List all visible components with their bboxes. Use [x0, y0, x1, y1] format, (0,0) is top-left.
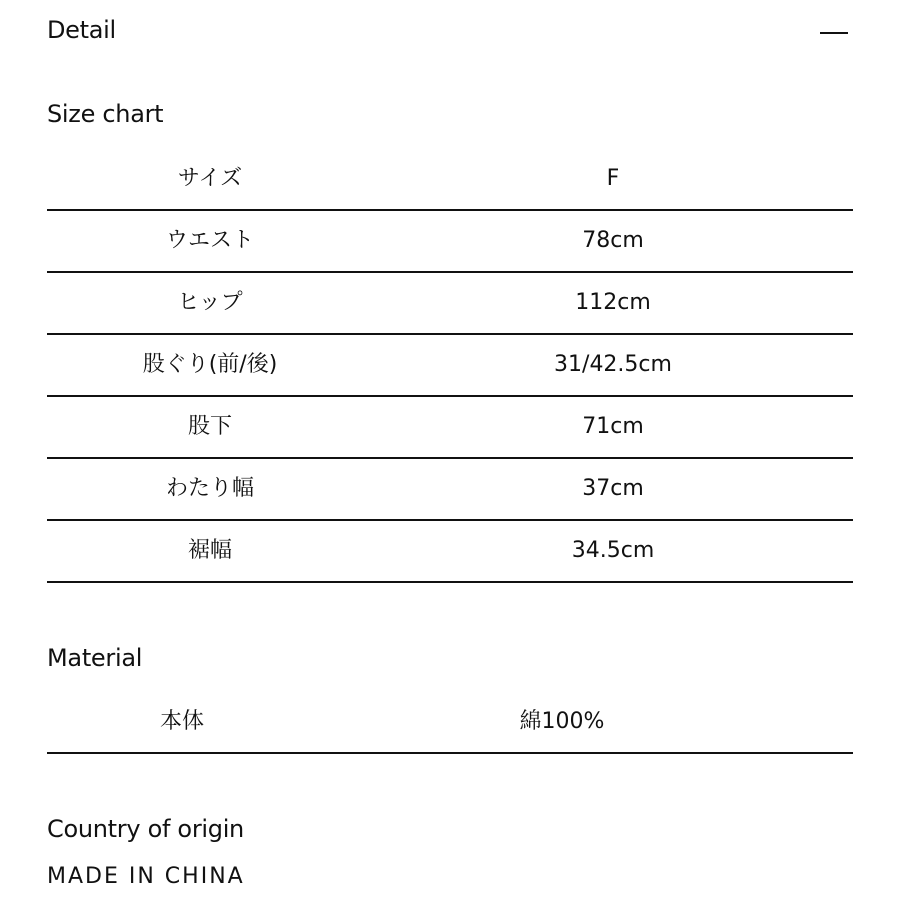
size-chart-heading: Size chart	[47, 100, 164, 128]
table-row	[47, 521, 853, 583]
rise-value: 31/42.5cm	[554, 352, 672, 377]
size-label: サイズ	[177, 166, 243, 191]
thigh-width-value: 37cm	[582, 476, 644, 501]
table-row	[47, 397, 853, 459]
material-heading: Material	[47, 644, 143, 672]
hip-label: ヒップ	[177, 290, 243, 315]
table-row	[47, 335, 853, 397]
table-row	[47, 211, 853, 273]
table-row	[47, 459, 853, 521]
detail-title: Detail	[47, 16, 116, 44]
size-value: F	[606, 166, 620, 191]
thigh-width-label: わたり幅	[165, 476, 254, 501]
table-row	[47, 692, 853, 754]
hem-width-value: 34.5cm	[571, 538, 655, 563]
rise-label: 股ぐり(前/後)	[142, 352, 278, 377]
minus-icon[interactable]	[819, 18, 849, 44]
waist-value: 78cm	[582, 228, 644, 253]
table-row	[47, 273, 853, 335]
hem-width-label: 裾幅	[187, 538, 232, 563]
hip-value: 112cm	[575, 290, 651, 315]
waist-label: ウエスト	[165, 228, 254, 253]
body-material-value: 綿100%	[519, 709, 605, 734]
inseam-value: 71cm	[582, 414, 644, 439]
detail-header[interactable]	[47, 12, 853, 52]
table-row	[47, 149, 853, 211]
origin-value: MADE IN CHINA	[47, 864, 245, 889]
inseam-label: 股下	[187, 414, 232, 439]
origin-heading: Country of origin	[47, 815, 244, 843]
body-label: 本体	[159, 709, 204, 734]
